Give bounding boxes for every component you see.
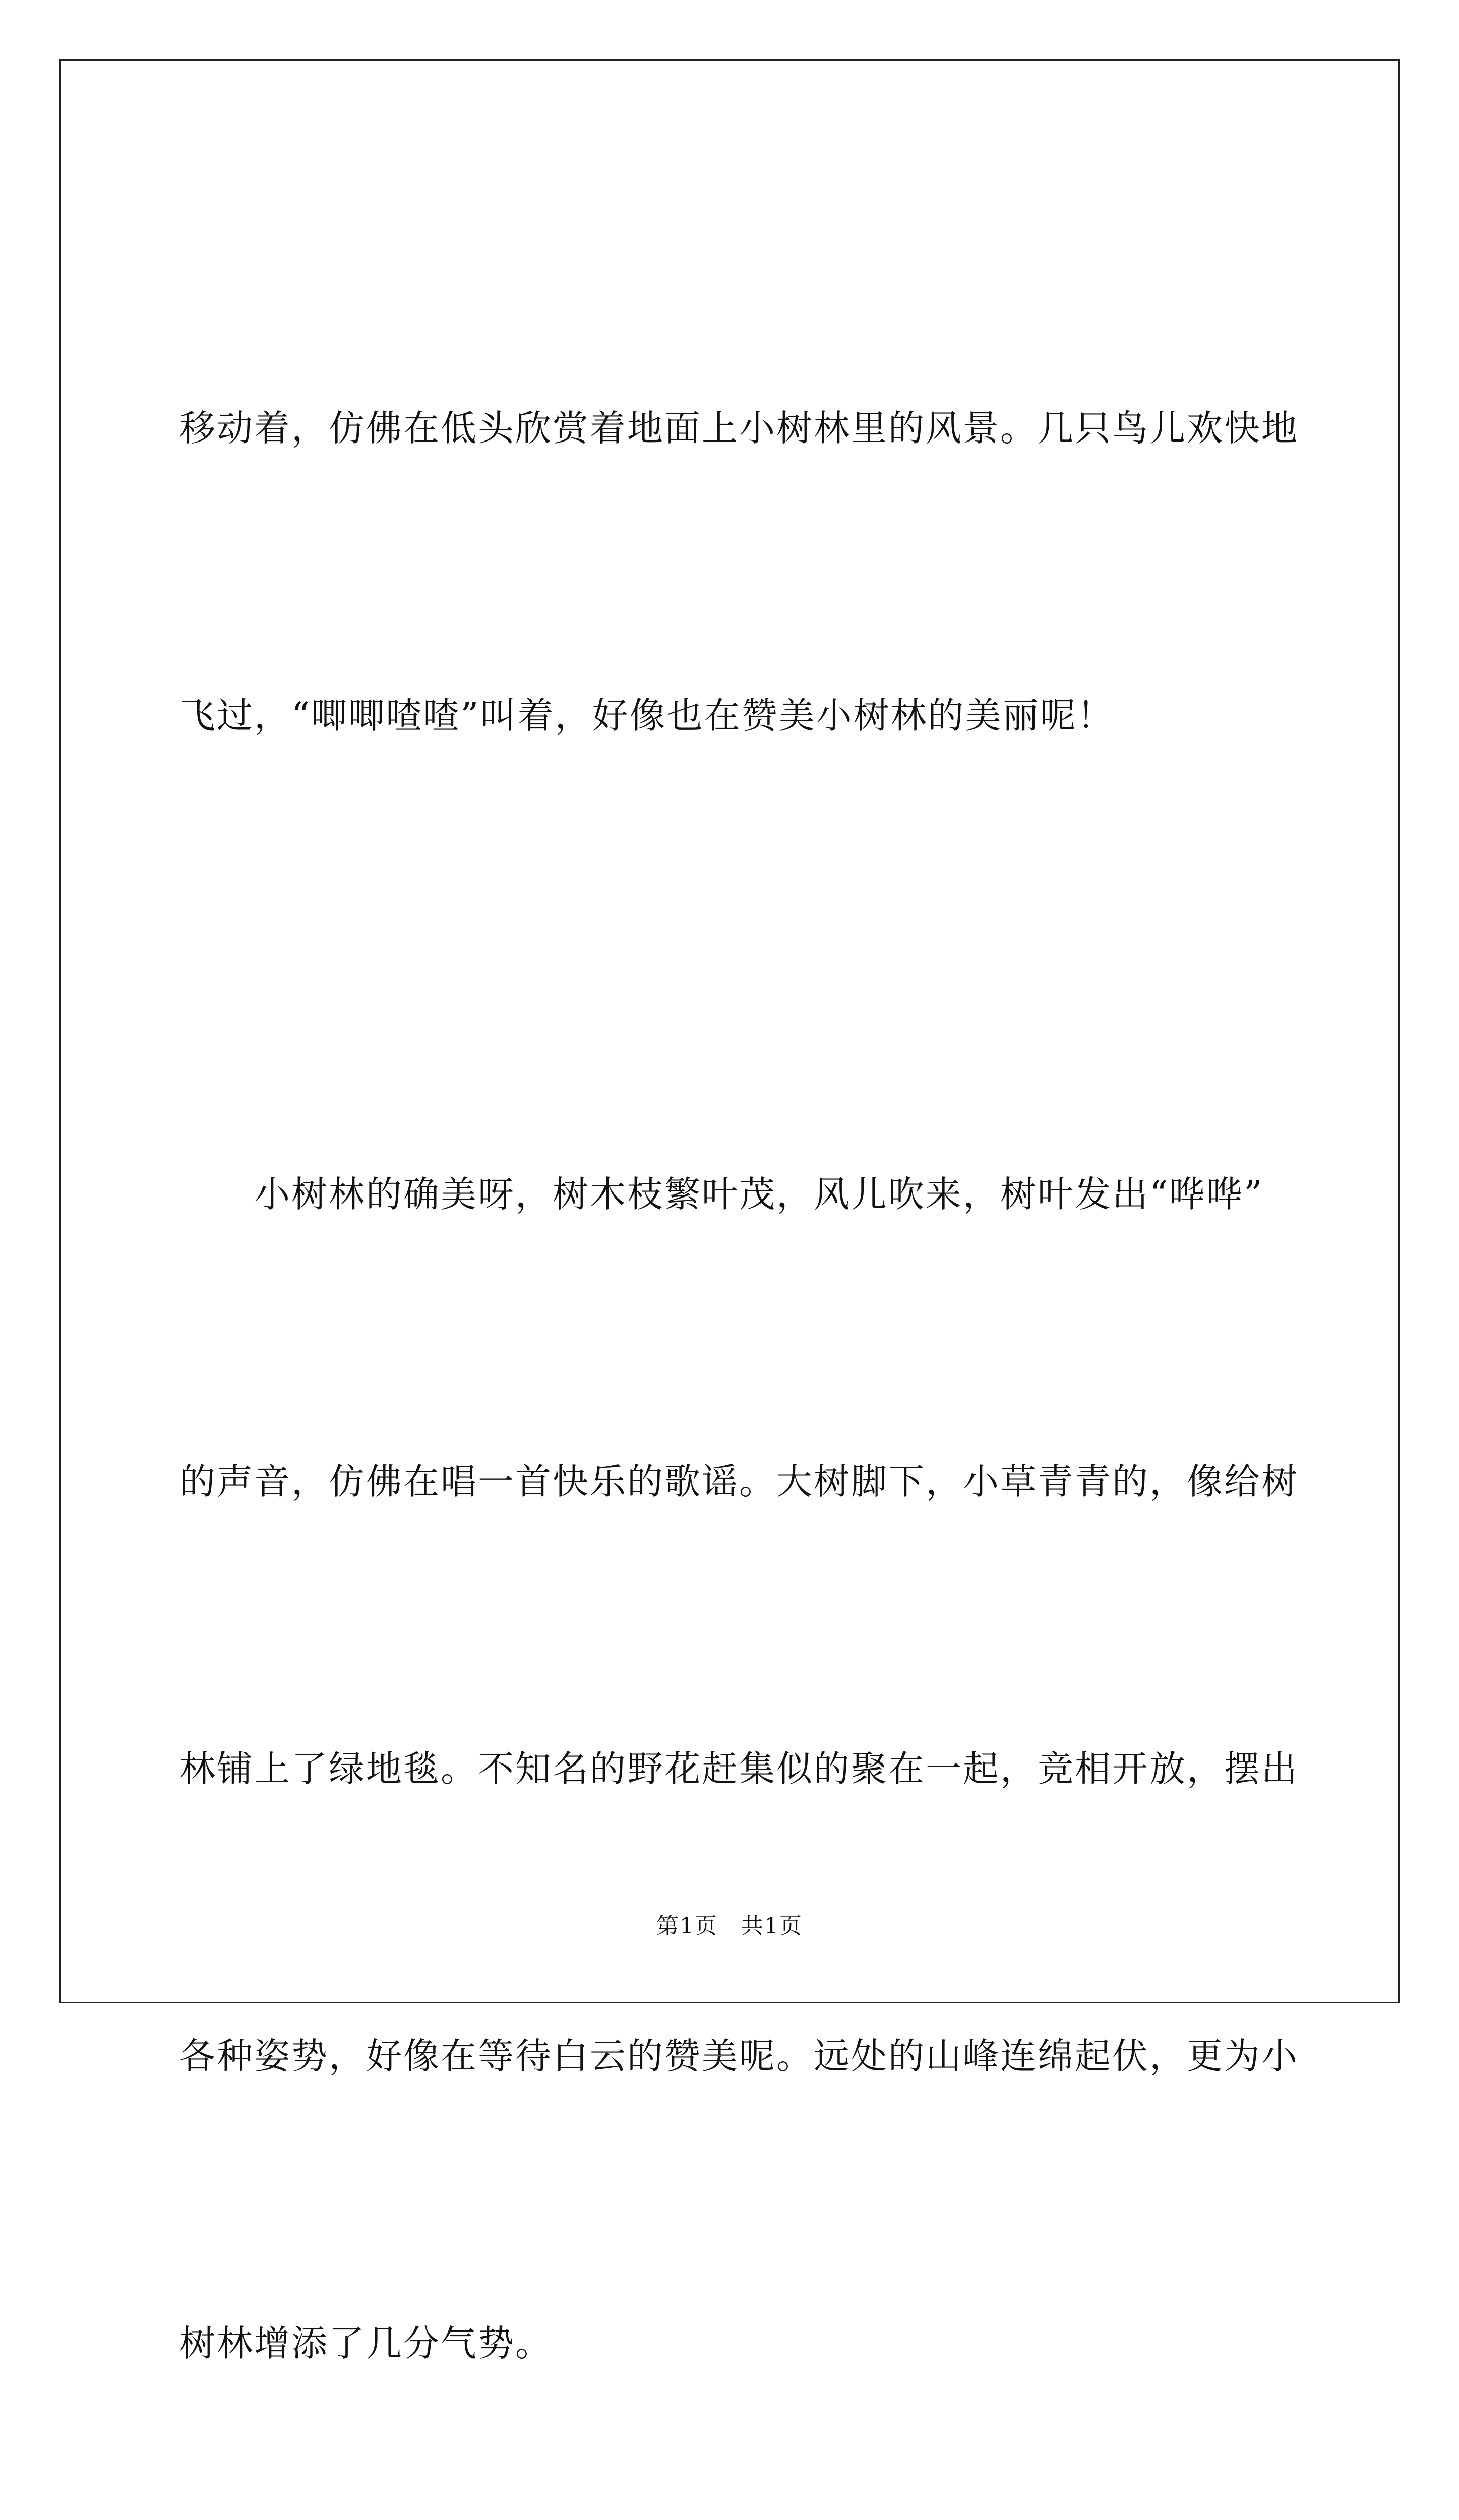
page-number-footer: 第1页 共1页 (656, 1913, 803, 1939)
text-line: 移动着，仿佛在低头欣赏着地面上小树林里的风景。几只鸟儿欢快地 (179, 407, 1299, 449)
text-line: 林铺上了绿地毯。不知名的野花赶集似的聚在一起，竞相开放，摆出 (179, 1748, 1299, 1790)
paragraph (179, 189, 1299, 955)
paragraph (179, 955, 1299, 2520)
text-line: 飞过，“唧唧喳喳”叫着，好像也在赞美小树林的美丽呢！ (179, 695, 1115, 736)
text-line: 树林增添了几分气势。 (179, 2322, 553, 2364)
document-body (179, 189, 1299, 2520)
text-line: 的声音，仿佛在唱一首快乐的歌谣。大树脚下，小草青青的，像给树 (179, 1461, 1299, 1502)
text-line: 小树林的确美呀，树木枝繁叶茂，风儿吹来，树叶发出“哗哗” (179, 1173, 1264, 1215)
text-line: 各种姿势，好像在等待白云的赞美呢。远处的山峰连绵起伏，更为小 (179, 2035, 1299, 2077)
